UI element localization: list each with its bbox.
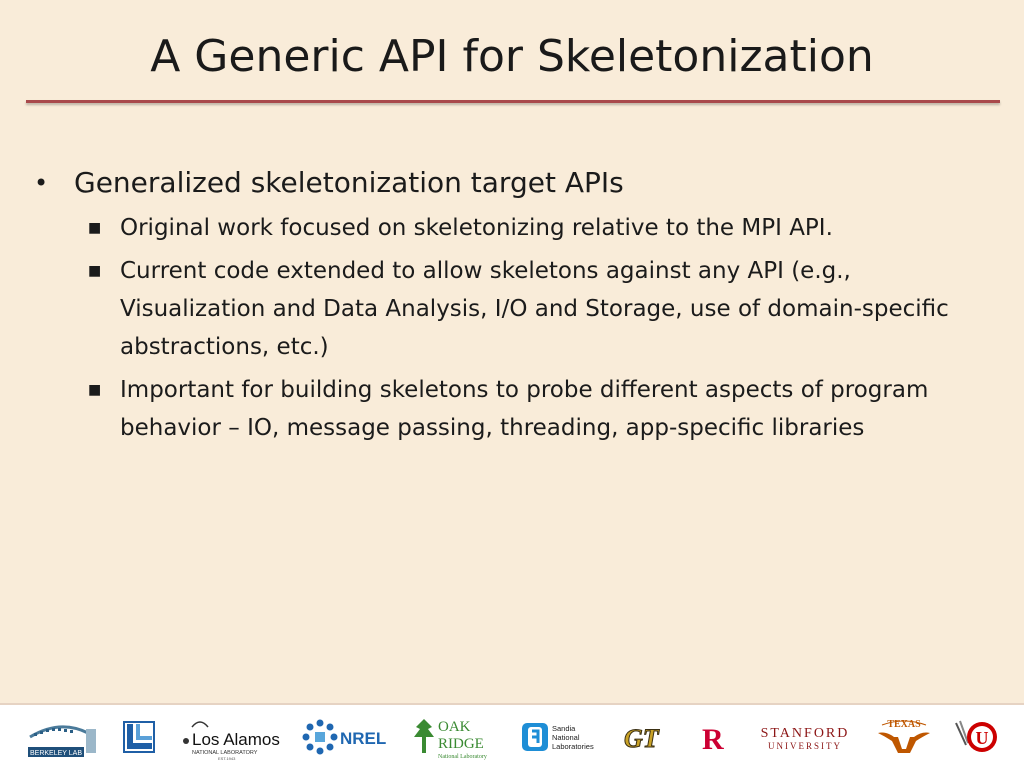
svg-text:R: R bbox=[702, 723, 724, 755]
svg-text:GT: GT bbox=[624, 724, 659, 753]
utah-logo bbox=[952, 713, 1000, 761]
llnl-logo bbox=[122, 713, 156, 761]
georgia-tech-logo bbox=[622, 713, 678, 761]
berkeley-lab-logo bbox=[24, 713, 100, 761]
title-divider bbox=[26, 100, 1000, 103]
svg-text:UNIVERSITY: UNIVERSITY bbox=[768, 741, 842, 751]
sandia-logo bbox=[520, 713, 598, 761]
svg-text:NATIONAL LABORATORY: NATIONAL LABORATORY bbox=[192, 750, 258, 756]
svg-text:Laboratories: Laboratories bbox=[552, 742, 594, 751]
svg-text:Los Alamos: Los Alamos bbox=[192, 730, 280, 749]
sub-bullet-text: Original work focused on skeletonizing relative to the MPI API. bbox=[120, 215, 833, 241]
svg-text:U: U bbox=[975, 728, 989, 748]
sub-bullet-text: Important for building skeletons to probe different aspects of program behavior – IO, message passing, threading, app-specific libraries bbox=[120, 377, 929, 441]
sub-bullet bbox=[34, 209, 974, 247]
svg-text:NREL: NREL bbox=[340, 729, 387, 748]
svg-text:BERKELEY LAB: BERKELEY LAB bbox=[29, 750, 83, 757]
svg-text:RIDGE: RIDGE bbox=[438, 736, 484, 752]
bullet-level1 bbox=[34, 163, 974, 203]
svg-text:OAK: OAK bbox=[438, 719, 471, 735]
svg-text:National: National bbox=[552, 733, 580, 742]
square-bullet-icon: ■ bbox=[88, 263, 102, 279]
svg-text:STANFORD: STANFORD bbox=[760, 726, 850, 741]
square-bullet-icon: ■ bbox=[88, 220, 102, 236]
nrel-logo bbox=[302, 713, 394, 761]
sub-bullet bbox=[34, 371, 974, 447]
svg-text:TEXAS: TEXAS bbox=[887, 719, 921, 730]
slide-title: A Generic API for Skeletonization bbox=[150, 31, 874, 82]
square-bullet-icon: ■ bbox=[88, 382, 102, 398]
sub-bullet-text: Current code extended to allow skeletons against any API (e.g., Visualization and Data Analysis, I/O and Storage, use of domain-specific abstractions, etc.) bbox=[120, 258, 949, 360]
los-alamos-logo bbox=[178, 713, 286, 761]
svg-text:National Laboratory: National Laboratory bbox=[438, 754, 487, 760]
bullet-text: Generalized skeletonization target APIs bbox=[74, 166, 624, 199]
rutgers-logo bbox=[700, 713, 732, 761]
round-bullet-icon: • bbox=[34, 169, 49, 197]
svg-text:Sandia: Sandia bbox=[552, 724, 576, 733]
oak-ridge-logo bbox=[410, 713, 500, 761]
sponsor-logo-bar bbox=[0, 703, 1024, 770]
stanford-logo bbox=[752, 713, 858, 761]
slide-body bbox=[34, 163, 974, 452]
texas-logo bbox=[876, 713, 932, 761]
sub-bullet bbox=[34, 252, 974, 366]
svg-text:EST.1943: EST.1943 bbox=[218, 756, 236, 761]
